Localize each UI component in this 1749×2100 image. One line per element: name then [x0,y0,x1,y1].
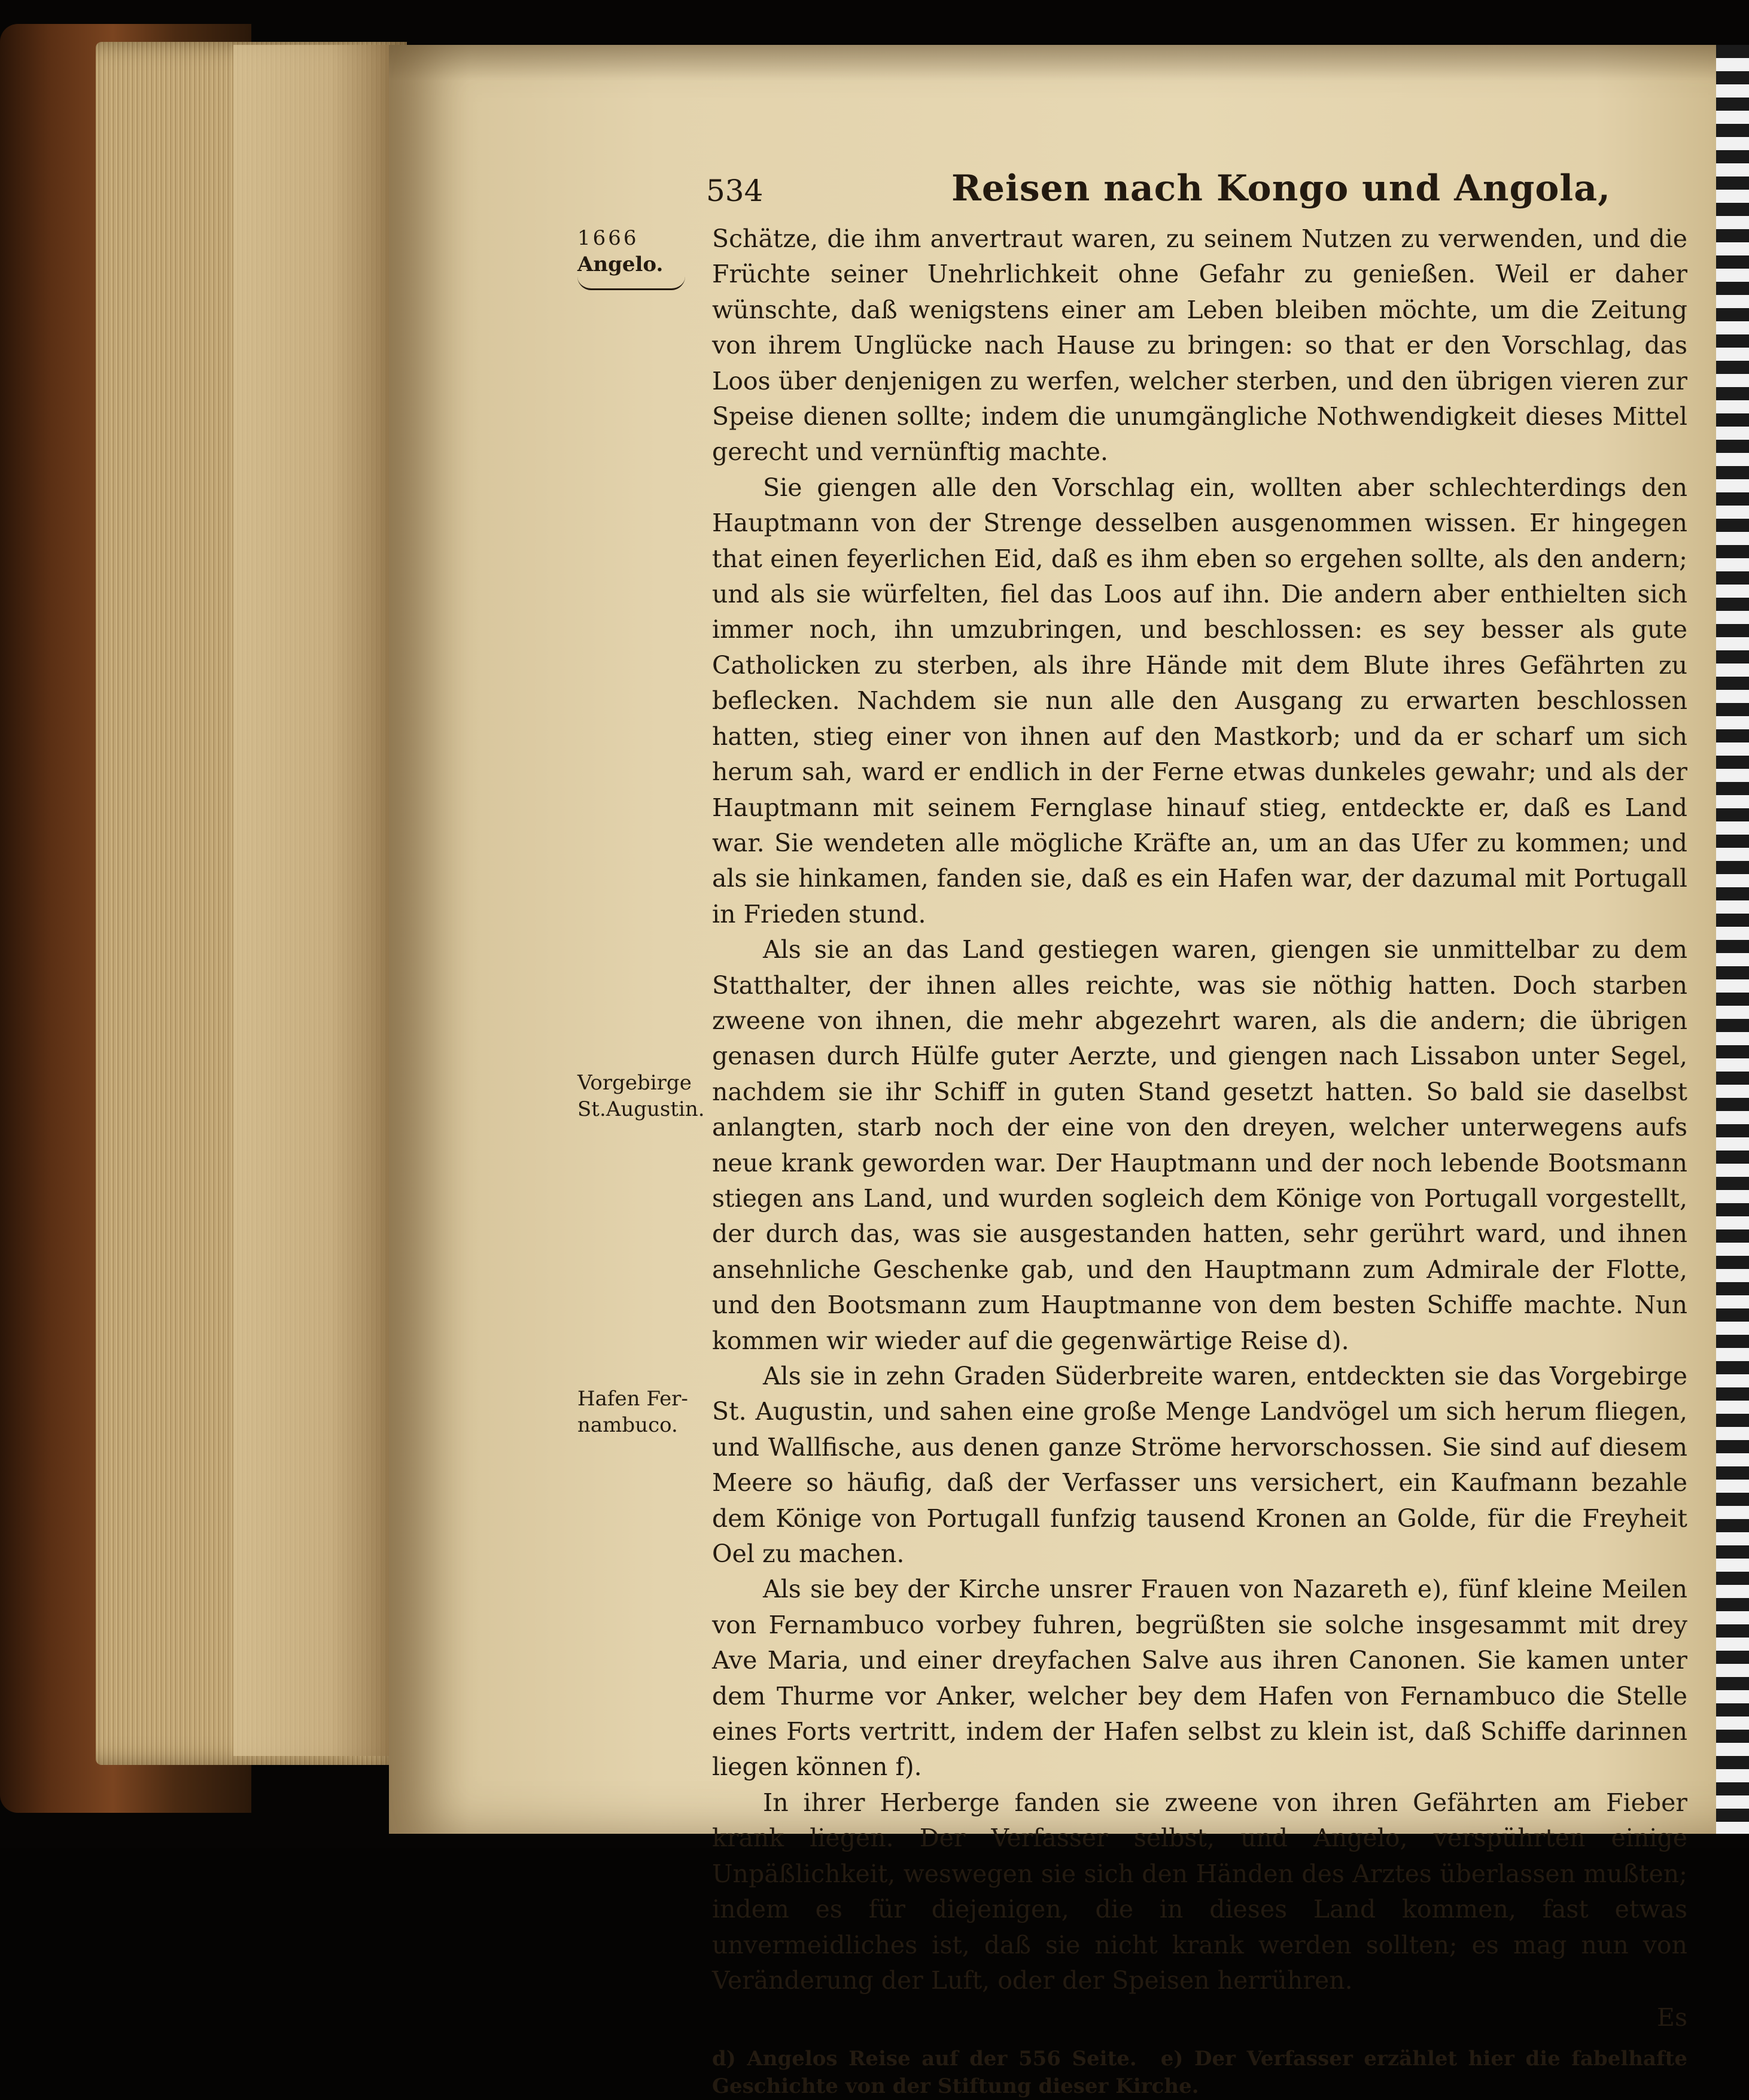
running-title: Reisen nach Kongo und Angola, [951,168,1611,209]
margin-note-year [577,225,706,278]
paragraph: Als sie in zehn Graden Süderbreite waren, entdeckten sie das Vorgebirge St. Augustin, und sahen eine große Menge Landvögel um sich herum fliegen, und Wallfische, aus denen ganze Ströme hervorschossen. Sie sind auf diesem Meere so häufig, daß der Verfasser uns versichert, ein Kaufmann bezahle dem Könige von Portugall funfzig tausend Kronen an Golde, für die Freyheit Oel zu machen. [712,1362,1687,1569]
footnotes [712,2045,1687,2100]
page-top-shadow [389,45,1729,81]
margin-brace [577,276,685,290]
margin-harbour-line2: nambuco. [577,1413,678,1437]
margin-name: Angelo. [577,252,664,276]
paragraph: Sie giengen alle den Vorschlag ein, wollten aber schlechterdings den Hauptmann von der Strenge desselben ausgenommen wissen. Er hingegen that einen feyerlichen Eid, daß es ihm eben so ergehen sollte, als den andern; und als sie würfelten, fiel das Loos auf ihn. Die andern aber enthielten sich immer noch, ihn umzubringen, und beschlossen: es sey besser als gute Catholicken zu sterben, als ihre Hände mit dem Blute ihres Gefährten zu beflecken. Nachdem sie nun alle den Ausgang zu erwarten beschlossen hatten, stieg einer von ihnen auf den Mastkorb; und da er scharf um sich herum sah, ward er endlich in der Ferne etwas dunkeles gewahr; und als der Hauptmann mit seinem Fernglase hinauf stieg, entdeckte er, daß es Land war. Sie wendeten alle mögliche Kräfte an, um an das Ufer zu kommen; und als sie hinkamen, fanden sie, daß es ein Hafen war, der dazumal mit Portugall in Frieden stund. [712,473,1687,929]
paragraph: In ihrer Herberge fanden sie zweene von ihren Gefährten am Fieber krank liegen. Der Verfasser selbst, und Angelo, verspührten einige Unpäßlichkeit, weswegen sie sich den Händen des Arztes überlassen mußten; indem es für diejenigen, die in dieses Land kommen, fast etwas unvermeidliches ist, daß sie nicht krank werden sollten; es mag nun von Veränderung der Luft, oder der Speisen herrühren. [712,1788,1687,1995]
margin-note-harbour [577,1386,706,1438]
margin-year: 1666 [577,226,639,250]
text-body [577,221,1687,2100]
margin-note-cape [577,1070,706,1122]
footnote-d: d) Angelos Reise auf der 556 Seite. [712,2047,1137,2071]
page-content [577,162,1699,2100]
scale-ruler [1716,45,1749,1834]
paragraph: Als sie bey der Kirche unsrer Frauen von Nazareth e), fünf kleine Meilen von Fernambuco vorbey fuhren, begrüßten sie solche insgesammt mit drey Ave Maria, und einer dreyfachen Salve aus ihren Canonen. Sie kamen unter dem Thurme vor Anker, welcher bey dem Hafen von Fernambuco die Stelle eines Forts vertritt, indem der Hafen selbst zu klein ist, daß Schiffe darinnen liegen können f). [712,1575,1687,1782]
catchword: Es [1657,2003,1687,2032]
margin-cape-line2: St.Augustin. [577,1097,705,1121]
paragraph: Als sie an das Land gestiegen waren, giengen sie unmittelbar zu dem Statthalter, der ihnen alles reichte, was sie nöthig hatten. Doch starben zweene von ihnen, die mehr abgezehrt waren, als die andern; die übrigen genasen durch Hülfe guter Aerzte, und giengen nach Lissabon unter Segel, nachdem sie ihr Schiff in guten Stand gesetzt hatten. So bald sie daselbst anlangten, starb noch der eine von den dreyen, welcher unterwegens aufs neue krank geworden war. Der Hauptmann und der noch lebende Bootsmann stiegen ans Land, und wurden sogleich dem Könige von Portugall vorgestellt, der durch das, was sie ausgestanden hatten, sehr gerührt ward, und ihnen ansehnliche Geschenke gab, und den Hauptmann zum Admirale der Flotte, und den Bootsmann zum Hauptmanne von dem besten Schiffe machte. Nun kommen wir wieder auf die gegenwärtige Reise d). [712,935,1687,1355]
margin-harbour-line1: Hafen Fer- [577,1387,688,1411]
page-block-highlight [233,45,395,1756]
paragraph: Schätze, die ihm anvertraut waren, zu seinem Nutzen zu verwenden, und die Früchte seiner Unehrlichkeit ohne Gefahr zu genießen. Weil er daher wünschte, daß wenigstens einer am Leben bleiben möchte, um die Zeitung von ihrem Unglücke nach Hause zu bringen: so that er den Vorschlag, das Loos über denjenigen zu werfen, welcher sterben, und den übrigen vieren zur Speise dienen sollte; indem die unumgängliche Nothwendigkeit dieses Mittel gerecht und vernünftig machte. [712,224,1687,467]
page-header [586,162,1699,221]
page-number: 534 [706,174,764,208]
margin-cape-line1: Vorgebirge [577,1071,692,1095]
footnote-e: e) Der Verfasser erzählet hier die fabelhafte Geschichte von der Stiftung dieser Kirche. [712,2047,1687,2099]
